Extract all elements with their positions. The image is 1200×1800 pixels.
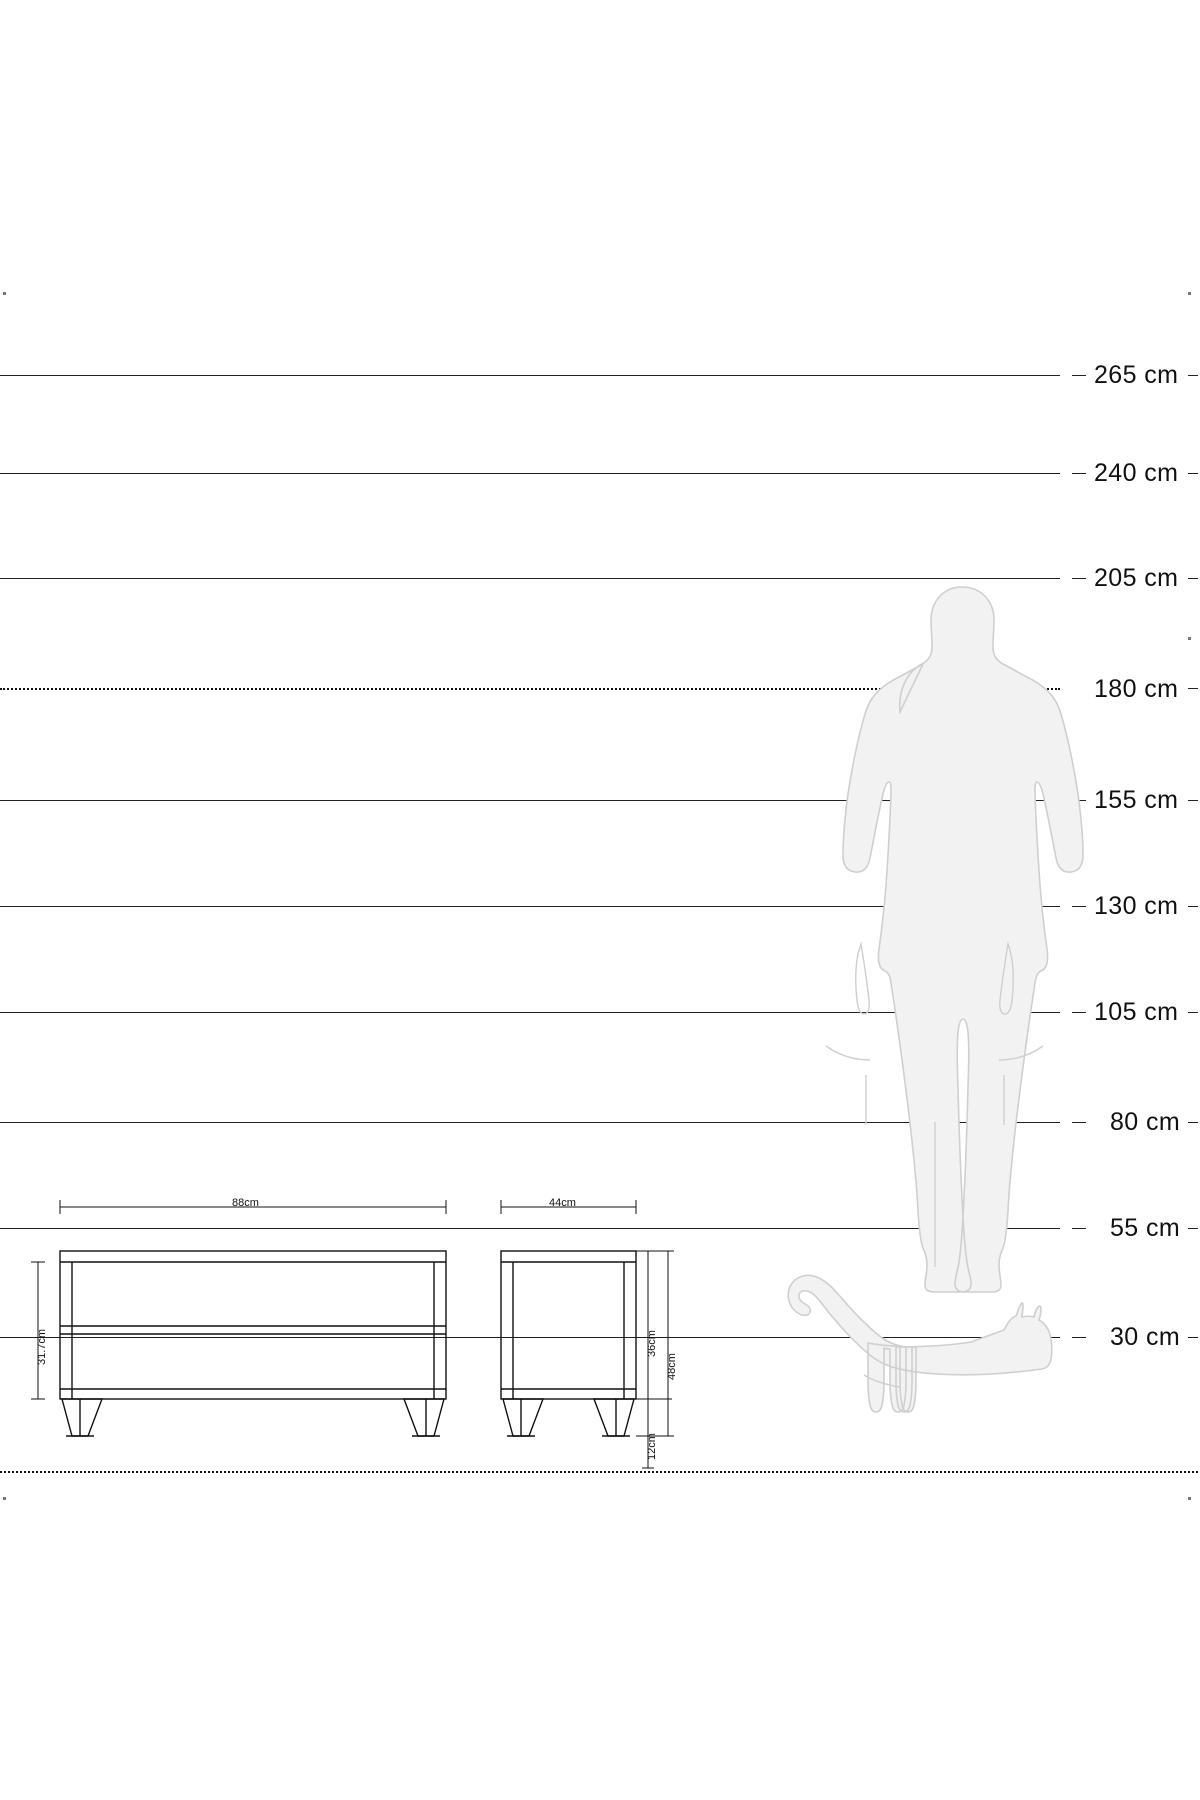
registration-dot-bottom-right [1188, 1497, 1191, 1500]
scale-tick-105 [1072, 1012, 1086, 1013]
dimension-label-48cm: 48cm [666, 1353, 678, 1380]
scale-endtick-55 [1188, 1228, 1198, 1229]
scale-endtick-180 [1188, 688, 1198, 689]
scale-label-180: 180 cm [1094, 675, 1179, 703]
scale-label-265: 265 cm [1094, 361, 1179, 389]
scale-line-205 [0, 578, 1060, 579]
scale-tick-130 [1072, 906, 1086, 907]
registration-dot-top-right [1188, 292, 1191, 295]
registration-dot-mid-right [1188, 637, 1191, 640]
scale-tick-30 [1072, 1337, 1086, 1338]
scale-endtick-265 [1188, 375, 1198, 376]
dimension-label-88cm: 88cm [232, 1197, 259, 1209]
scale-endtick-205 [1188, 578, 1198, 579]
scale-endtick-30 [1188, 1337, 1198, 1338]
scale-line-240 [0, 473, 1060, 474]
scale-tick-240 [1072, 473, 1086, 474]
scale-endtick-155 [1188, 800, 1198, 801]
scale-line-105 [0, 1012, 1060, 1013]
scale-label-240: 240 cm [1094, 459, 1179, 487]
scale-line-155 [0, 800, 1060, 801]
scale-label-130: 130 cm [1094, 892, 1179, 920]
scale-endtick-130 [1188, 906, 1198, 907]
dimension-lines [31, 1200, 674, 1468]
ground-line [0, 1471, 1198, 1473]
scale-tick-155 [1072, 800, 1086, 801]
scale-endtick-80 [1188, 1122, 1198, 1123]
scale-label-155: 155 cm [1094, 786, 1179, 814]
scale-line-30 [0, 1337, 1060, 1338]
registration-dot-top-left [3, 292, 6, 295]
scale-label-205: 205 cm [1094, 564, 1179, 592]
cat-silhouette [788, 1275, 1052, 1412]
scale-tick-55 [1072, 1228, 1086, 1229]
scale-line-55 [0, 1228, 1060, 1229]
dimension-label-31-7cm: 31.7cm [36, 1328, 48, 1365]
scale-line-80 [0, 1122, 1060, 1123]
scale-endtick-240 [1188, 473, 1198, 474]
scale-tick-265 [1072, 375, 1086, 376]
scale-line-130 [0, 906, 1060, 907]
human-silhouette [826, 587, 1083, 1292]
dimension-label-36cm: 36cm [646, 1330, 658, 1357]
dimension-label-44cm: 44cm [549, 1197, 576, 1209]
registration-dot-bottom-left [3, 1497, 6, 1500]
nightstand-cabinet [501, 1251, 636, 1436]
scale-line-265 [0, 375, 1060, 376]
scale-label-80: 80 cm [1110, 1108, 1181, 1136]
tv-stand-cabinet [60, 1251, 446, 1436]
scale-label-105: 105 cm [1094, 998, 1179, 1026]
scale-label-30: 30 cm [1110, 1323, 1181, 1351]
dimension-label-12cm: 12cm [646, 1433, 658, 1460]
scale-endtick-105 [1188, 1012, 1198, 1013]
scale-line-180-dotted [0, 688, 1060, 690]
scale-label-55: 55 cm [1110, 1214, 1181, 1242]
scale-tick-80 [1072, 1122, 1086, 1123]
scale-tick-205 [1072, 578, 1086, 579]
